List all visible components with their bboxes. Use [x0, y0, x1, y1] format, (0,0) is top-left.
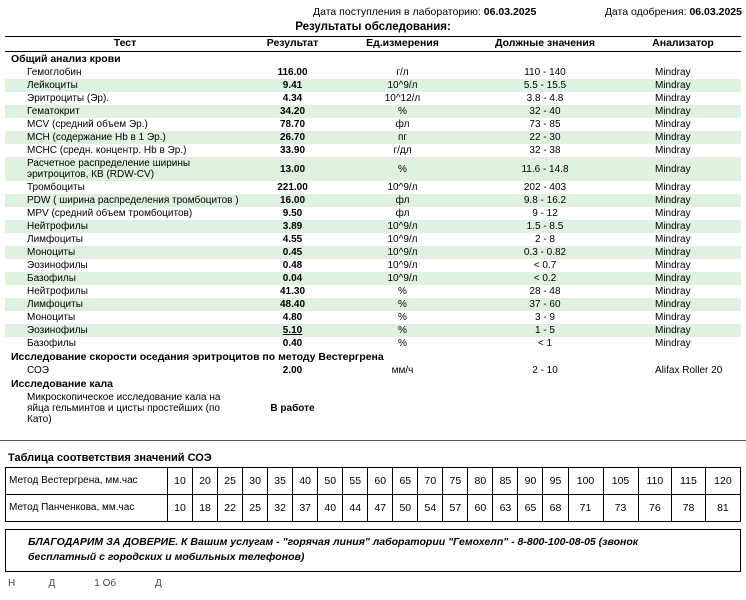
- notice-text: БЛАГОДАРИМ ЗА ДОВЕРИЕ. К Вашим услугам - "горячая линия" лаборатории "Гемохелп" - 8-800-100-08-05 (звонок бесплатный с городских и мобильных телефонов): [28, 536, 639, 563]
- analyzer: Alifax Roller 20: [655, 365, 723, 376]
- analyzer: Mindray: [655, 338, 691, 349]
- received-date-label: Дата поступления в лабораторию:: [313, 6, 481, 18]
- analyzer: Mindray: [655, 67, 691, 78]
- results-table: [5, 36, 741, 426]
- result-value: 0.45: [282, 247, 303, 258]
- column-header: Анализатор: [652, 37, 714, 49]
- test-name: Лимфоциты: [27, 234, 83, 245]
- soe-cell: 100: [568, 468, 603, 495]
- soe-cell: 50: [393, 495, 418, 522]
- result-row: [5, 391, 741, 426]
- soe-cell: 18: [193, 495, 218, 522]
- section-divider: [0, 440, 746, 441]
- unit: %: [398, 338, 407, 349]
- soe-cell: 70: [418, 468, 443, 495]
- result-row: [5, 66, 741, 79]
- unit: фл: [395, 208, 410, 219]
- section-title: Исследование скорости оседания эритроцитов по методу Вестергрена: [11, 351, 384, 363]
- unit: 10^9/л: [387, 234, 418, 245]
- unit: 10^9/л: [387, 247, 418, 258]
- analyzer: Mindray: [655, 163, 691, 175]
- soe-cell: 40: [318, 495, 343, 522]
- soe-cell: 85: [493, 468, 518, 495]
- unit: 10^9/л: [387, 80, 418, 91]
- analyzer: Mindray: [655, 234, 691, 245]
- soe-cell: 50: [318, 468, 343, 495]
- soe-cell: 10: [168, 468, 193, 495]
- test-name: Эритроциты (Эр).: [27, 93, 110, 104]
- analyzer: Mindray: [655, 273, 691, 284]
- reference-range: < 0.7: [533, 260, 557, 271]
- result-value: 33.90: [279, 145, 306, 156]
- soe-cell: 68: [543, 495, 568, 522]
- test-name: MPV (средний объем тромбоцитов): [27, 208, 193, 219]
- reference-range: 28 - 48: [529, 286, 561, 297]
- result-row: [5, 324, 741, 337]
- soe-cell: 81: [705, 495, 740, 522]
- soe-cell: 71: [568, 495, 603, 522]
- result-row: [5, 259, 741, 272]
- approved-date-group: [605, 6, 742, 19]
- result-row: [5, 311, 741, 324]
- soe-cell: 20: [193, 468, 218, 495]
- reference-range: 2 - 8: [534, 234, 555, 245]
- unit: %: [398, 325, 407, 336]
- unit: %: [398, 312, 407, 323]
- analyzer: Mindray: [655, 221, 691, 232]
- soe-cell: 40: [293, 468, 318, 495]
- analyzer: Mindray: [655, 132, 691, 143]
- column-header: Результат: [266, 37, 319, 49]
- result-value: 26.70: [279, 132, 306, 143]
- reference-range: 3 - 9: [534, 312, 555, 323]
- soe-row: [6, 468, 741, 495]
- test-name: Тромбоциты: [27, 182, 85, 193]
- test-name: СОЭ: [27, 365, 49, 376]
- result-value: 48.40: [279, 299, 306, 310]
- soe-cell: 60: [468, 495, 493, 522]
- analyzer: Mindray: [655, 145, 691, 156]
- soe-cell: 44: [343, 495, 368, 522]
- reference-range: 5.5 - 15.5: [523, 80, 567, 91]
- result-row: [5, 157, 741, 181]
- results-table-body: [5, 52, 741, 426]
- test-name: Лейкоциты: [27, 80, 78, 91]
- analyzer: Mindray: [655, 195, 691, 206]
- test-name: MCV (средний объем Эр.): [27, 119, 148, 130]
- soe-cell: 63: [493, 495, 518, 522]
- soe-cell: 65: [518, 495, 543, 522]
- approved-date-value: 06.03.2025: [689, 6, 742, 18]
- unit: %: [398, 106, 407, 117]
- unit: 10^12/л: [384, 93, 421, 104]
- soe-correspondence-table: [5, 467, 741, 522]
- test-name: Нейтрофилы: [27, 221, 88, 232]
- result-value: 4.34: [282, 93, 303, 104]
- analyzer: Mindray: [655, 286, 691, 297]
- unit: пг: [397, 132, 408, 143]
- received-date-value: 06.03.2025: [483, 6, 537, 18]
- soe-cell: 115: [672, 468, 706, 495]
- soe-table-title: Таблица соответствия значений СОЭ: [8, 452, 212, 464]
- test-name: Микроскопическое исследование кала на яйца гельминтов и цисты простейших (по Като): [27, 392, 221, 425]
- test-name: Базофилы: [27, 273, 76, 284]
- column-header: Должные значения: [495, 37, 595, 49]
- reference-range: 0.3 - 0.82: [523, 247, 567, 258]
- result-value: 78.70: [279, 119, 306, 130]
- result-value: 5.10: [282, 325, 303, 336]
- result-value: В работе: [270, 403, 315, 414]
- result-value: 0.04: [282, 273, 303, 284]
- notice-box: [5, 529, 741, 572]
- result-row: [5, 207, 741, 220]
- unit: 10^9/л: [387, 182, 418, 193]
- reference-range: 73 - 85: [529, 119, 561, 130]
- analyzer: Mindray: [655, 208, 691, 219]
- soe-cell: 60: [368, 468, 393, 495]
- reference-range: 11.6 - 14.8: [521, 163, 569, 175]
- reference-range: 32 - 38: [529, 145, 561, 156]
- soe-cell: 32: [268, 495, 293, 522]
- unit: фл: [395, 195, 410, 206]
- reference-range: 202 - 403: [523, 182, 567, 193]
- soe-cell: 120: [705, 468, 740, 495]
- result-value: 13.00: [279, 163, 306, 175]
- reference-range: 110 - 140: [524, 67, 566, 78]
- reference-range: 1.5 - 8.5: [526, 221, 564, 232]
- soe-cell: 30: [243, 468, 268, 495]
- soe-row: [6, 495, 741, 522]
- section-title: Исследование кала: [11, 378, 113, 390]
- reference-range: 9.8 - 16.2: [523, 195, 567, 206]
- unit: мм/ч: [391, 365, 414, 376]
- soe-cell: 110: [638, 468, 672, 495]
- result-row: [5, 233, 741, 246]
- unit: %: [398, 163, 407, 175]
- soe-cell: 78: [672, 495, 706, 522]
- reference-range: 32 - 40: [529, 106, 561, 117]
- test-name: Нейтрофилы: [27, 286, 88, 297]
- test-name: MCH (содержание Hb в 1 Эр.): [27, 132, 166, 143]
- approved-date-label: Дата одобрения:: [604, 6, 687, 18]
- received-date-group: [313, 6, 536, 19]
- analyzer: Mindray: [655, 93, 691, 104]
- soe-cell: 47: [368, 495, 393, 522]
- analyzer: Mindray: [655, 119, 691, 130]
- result-value: 9.50: [282, 208, 303, 219]
- result-row: [5, 220, 741, 233]
- test-name: Лимфоциты: [27, 299, 83, 310]
- result-row: [5, 285, 741, 298]
- soe-cell: 90: [518, 468, 543, 495]
- analyzer: Mindray: [655, 182, 691, 193]
- test-name: Гемоглобин: [27, 67, 82, 78]
- result-value: 9.41: [282, 80, 303, 91]
- analyzer: Mindray: [655, 325, 691, 336]
- result-value: 34.20: [279, 106, 306, 117]
- results-table-header: [5, 37, 741, 52]
- result-value: 4.80: [282, 312, 303, 323]
- result-row: [5, 181, 741, 194]
- analyzer: Mindray: [655, 260, 691, 271]
- result-value: 221.00: [277, 182, 308, 193]
- test-name: MCHC (средн. концентр. Hb в Эр.): [27, 145, 187, 156]
- soe-cell: 95: [543, 468, 568, 495]
- analyzer: Mindray: [655, 299, 691, 310]
- unit: 10^9/л: [387, 221, 418, 232]
- result-row: [5, 298, 741, 311]
- analyzer: Mindray: [655, 80, 691, 91]
- unit: %: [398, 286, 407, 297]
- soe-cell: 25: [243, 495, 268, 522]
- unit: %: [398, 299, 407, 310]
- soe-cell: 55: [343, 468, 368, 495]
- dates-row: [0, 0, 746, 19]
- result-row: [5, 92, 741, 105]
- section-title: Общий анализ крови: [11, 53, 121, 65]
- result-row: [5, 246, 741, 259]
- unit: г/л: [396, 67, 409, 78]
- unit: г/дл: [393, 145, 412, 156]
- reference-range: 22 - 30: [529, 132, 561, 143]
- reference-range: 9 - 12: [532, 208, 558, 219]
- soe-cell: 22: [218, 495, 243, 522]
- test-name: Базофилы: [27, 338, 76, 349]
- soe-cell: 76: [638, 495, 672, 522]
- result-value: 4.55: [282, 234, 303, 245]
- test-name: Эозинофилы: [27, 325, 88, 336]
- soe-cell: 54: [418, 495, 443, 522]
- reference-range: 1 - 5: [534, 325, 555, 336]
- test-name: PDW ( ширина распределения тромбоцитов ): [27, 195, 239, 206]
- soe-cell: 57: [443, 495, 468, 522]
- unit: 10^9/л: [387, 260, 418, 271]
- column-header: Ед.измерения: [366, 37, 439, 49]
- reference-range: < 0.2: [533, 273, 557, 284]
- result-value: 3.89: [282, 221, 303, 232]
- reference-range: 2 - 10: [532, 365, 558, 376]
- result-row: [5, 337, 741, 350]
- soe-cell: 65: [393, 468, 418, 495]
- test-name: Эозинофилы: [27, 260, 88, 271]
- test-name: Гематокрит: [27, 106, 80, 117]
- soe-row-label: Метод Вестергрена, мм.час: [6, 468, 168, 495]
- result-row: [5, 194, 741, 207]
- result-value: 116.00: [277, 67, 308, 78]
- page-title: Результаты обследования:: [295, 21, 451, 33]
- result-value: 2.00: [282, 365, 303, 376]
- unit: фл: [395, 119, 410, 130]
- analyzer: Mindray: [655, 106, 691, 117]
- result-row: [5, 364, 741, 377]
- test-name: Моноциты: [27, 312, 76, 323]
- reference-range: 37 - 60: [529, 299, 561, 310]
- test-name: Моноциты: [27, 247, 76, 258]
- soe-cell: 25: [218, 468, 243, 495]
- partial-bottom-text: Н Д 1 Об Д: [8, 578, 162, 589]
- reference-range: 3.8 - 4.8: [526, 93, 564, 104]
- result-row: [5, 105, 741, 118]
- reference-range: < 1: [537, 338, 553, 349]
- test-name: Расчетное распределение ширины эритроцитов, КВ (RDW-CV): [27, 158, 191, 180]
- result-value: 16.00: [279, 195, 306, 206]
- result-value: 0.40: [282, 338, 303, 349]
- unit: 10^9/л: [387, 273, 418, 284]
- column-header: Тест: [113, 37, 137, 49]
- result-row: [5, 79, 741, 92]
- soe-cell: 35: [268, 468, 293, 495]
- analyzer: Mindray: [655, 312, 691, 323]
- soe-cell: 75: [443, 468, 468, 495]
- soe-cell: 37: [293, 495, 318, 522]
- result-value: 41.30: [279, 286, 306, 297]
- soe-cell: 105: [603, 468, 638, 495]
- result-row: [5, 131, 741, 144]
- result-row: [5, 118, 741, 131]
- soe-cell: 73: [603, 495, 638, 522]
- result-row: [5, 144, 741, 157]
- result-value: 0.48: [282, 260, 303, 271]
- result-row: [5, 272, 741, 285]
- soe-cell: 80: [468, 468, 493, 495]
- analyzer: Mindray: [655, 247, 691, 258]
- soe-row-label: Метод Панченкова, мм.час: [6, 495, 168, 522]
- soe-cell: 10: [168, 495, 193, 522]
